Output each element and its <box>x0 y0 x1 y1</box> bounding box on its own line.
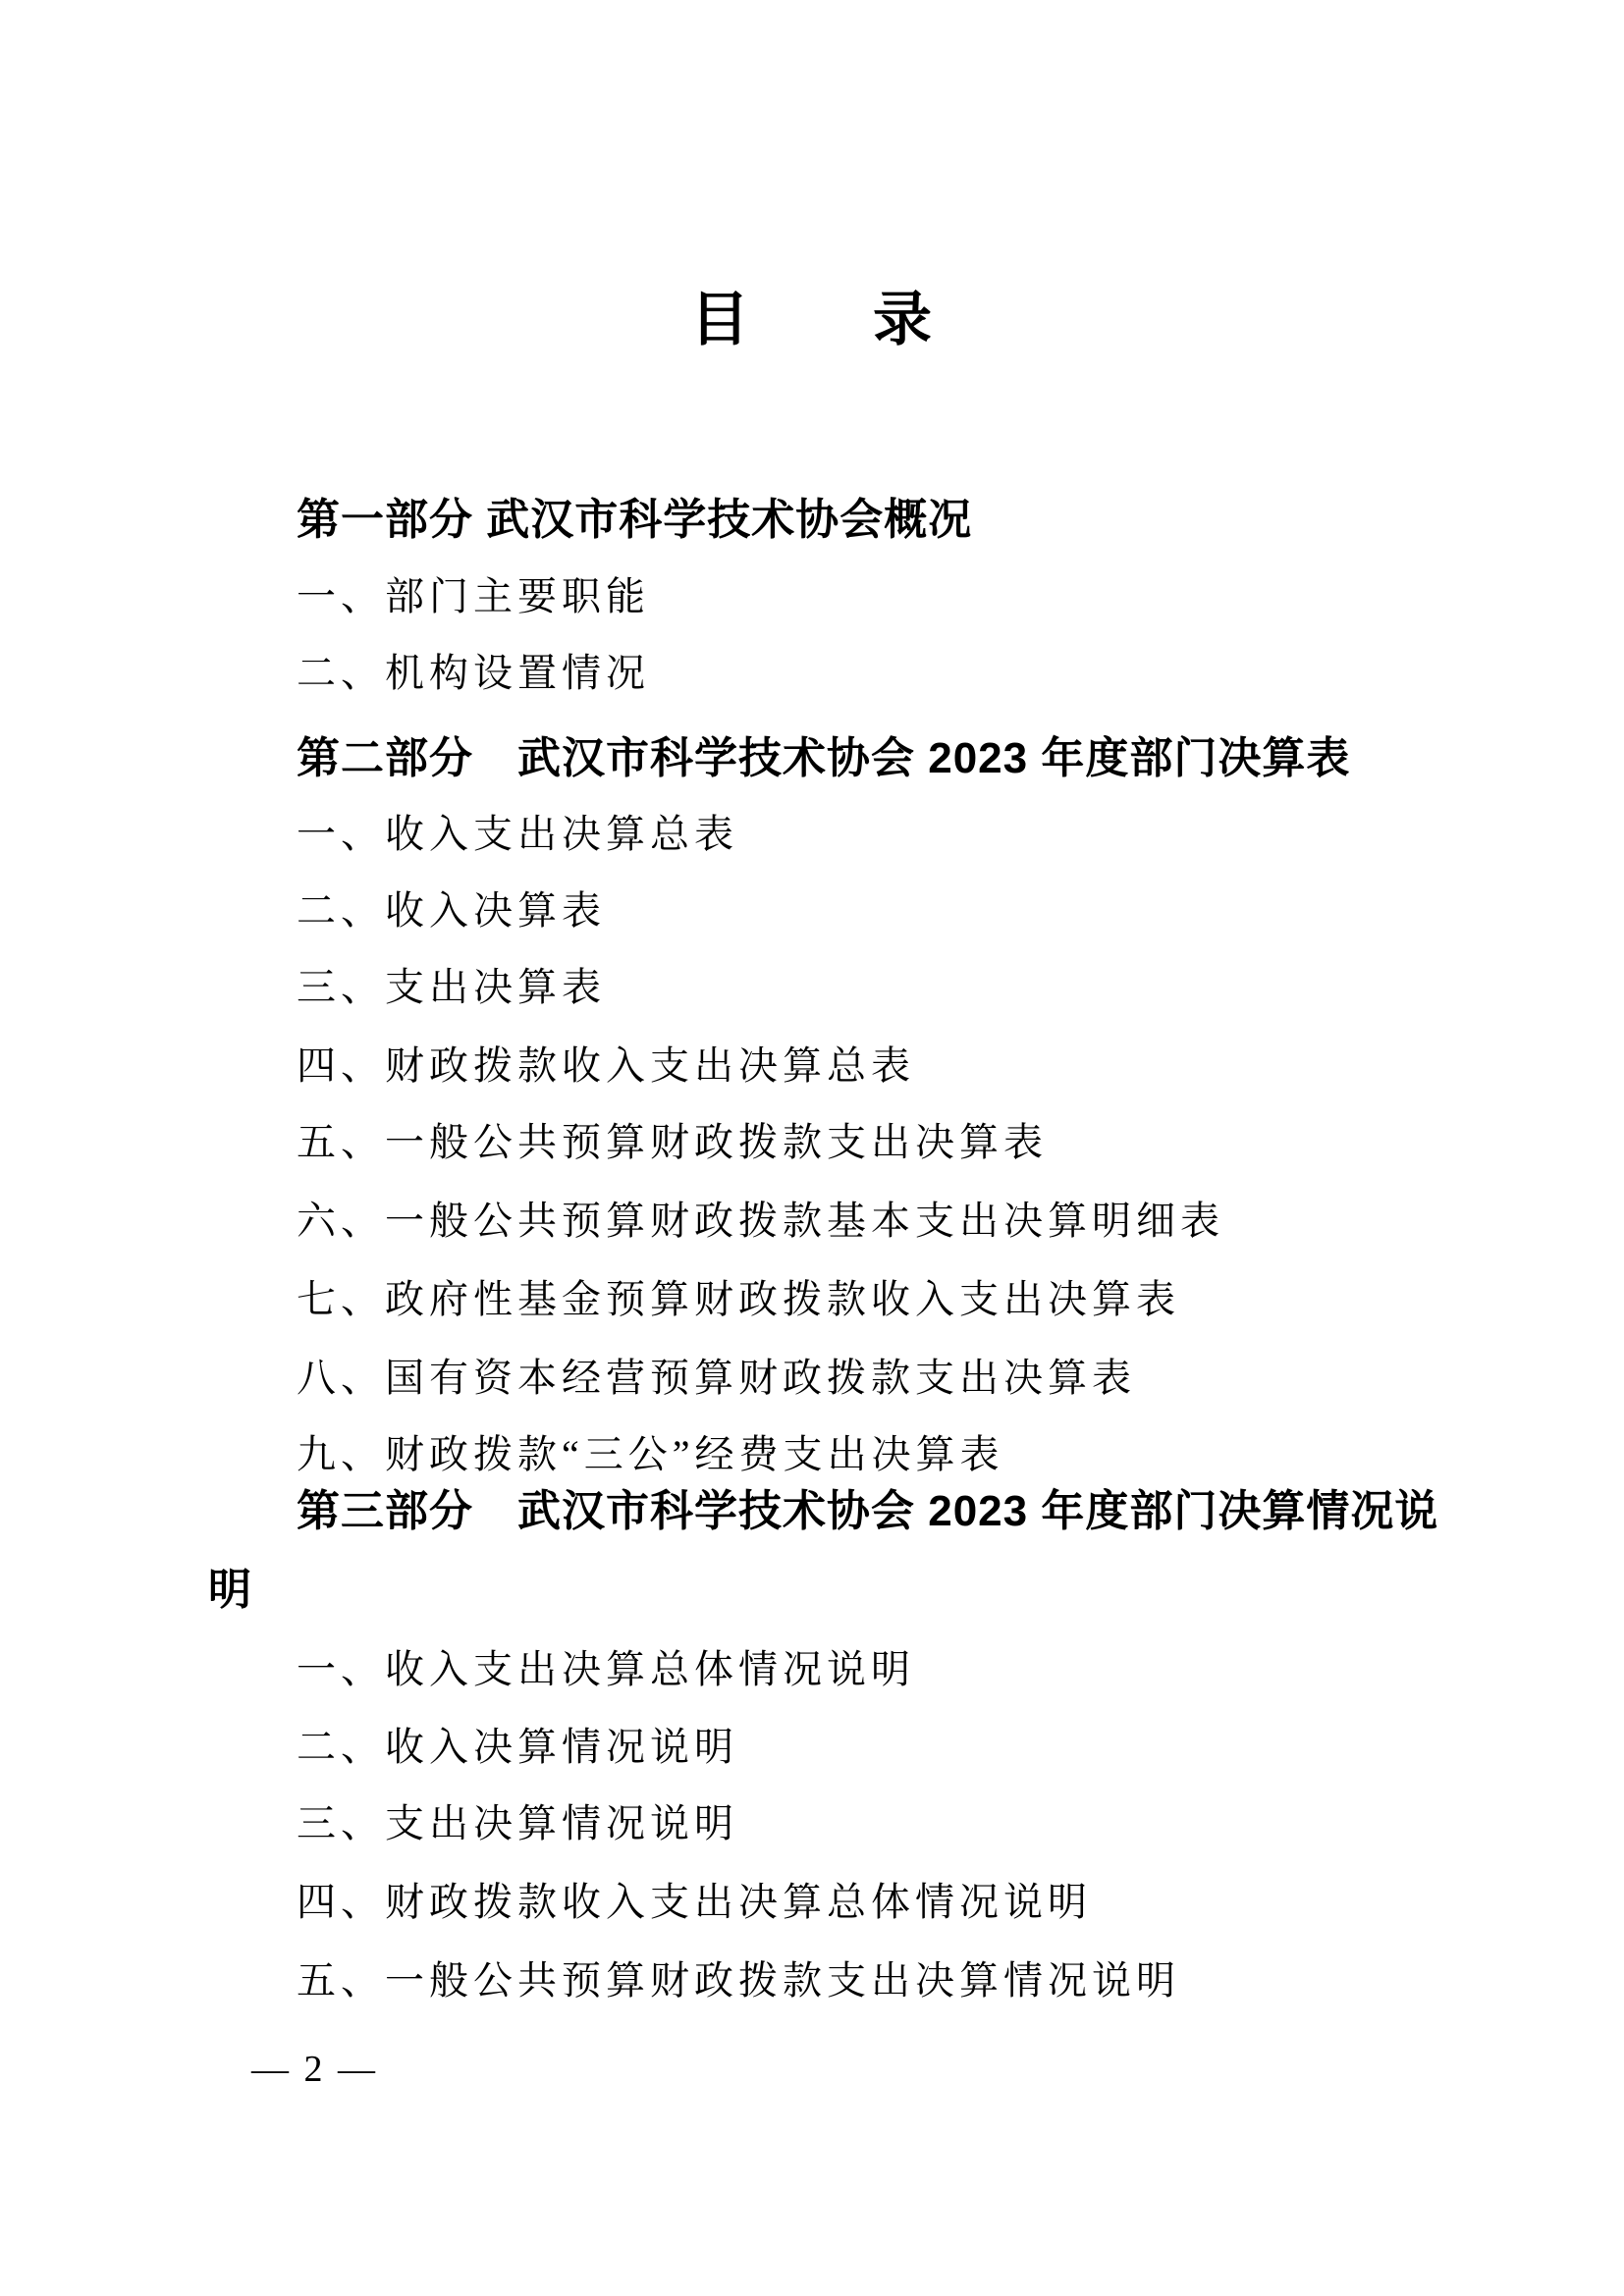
page-number: — 2 — <box>251 2049 378 2090</box>
toc-entry: 二、机构设置情况 <box>297 651 650 695</box>
section-2-heading: 第二部分 武汉市科学技术协会 2023 年度部门决算表 <box>297 734 1351 782</box>
toc-entry: 四、财政拨款收入支出决算总表 <box>297 1043 915 1088</box>
toc-entry: 三、支出决算情况说明 <box>297 1801 738 1845</box>
toc-entry: 五、一般公共预算财政拨款支出决算表 <box>297 1120 1048 1164</box>
toc-entry: 一、收入支出决算总表 <box>297 812 738 856</box>
toc-entry: 一、收入支出决算总体情况说明 <box>297 1647 915 1691</box>
toc-entry: 二、收入决算表 <box>297 888 606 933</box>
toc-entry: 七、政府性基金预算财政拨款收入支出决算表 <box>297 1277 1180 1321</box>
toc-entry: 四、财政拨款收入支出决算总体情况说明 <box>297 1880 1092 1924</box>
toc-entry: 一、部门主要职能 <box>297 574 650 618</box>
section-1-heading: 第一部分 武汉市科学技术协会概况 <box>297 496 973 544</box>
toc-entry: 二、收入决算情况说明 <box>297 1725 738 1769</box>
toc-entry: 六、一般公共预算财政拨款基本支出决算明细表 <box>297 1199 1224 1243</box>
toc-entry: 八、国有资本经营预算财政拨款支出决算表 <box>297 1356 1136 1400</box>
toc-entry: 三、支出决算表 <box>297 965 606 1009</box>
toc-entry: 五、一般公共预算财政拨款支出决算情况说明 <box>297 1958 1180 2002</box>
section-3-heading-line2: 明 <box>208 1566 252 1614</box>
toc-entry: 九、财政拨款“三公”经费支出决算表 <box>297 1432 1004 1476</box>
section-3-heading-line1: 第三部分 武汉市科学技术协会 2023 年度部门决算情况说 <box>297 1487 1439 1535</box>
toc-title: 目 录 <box>690 288 934 352</box>
